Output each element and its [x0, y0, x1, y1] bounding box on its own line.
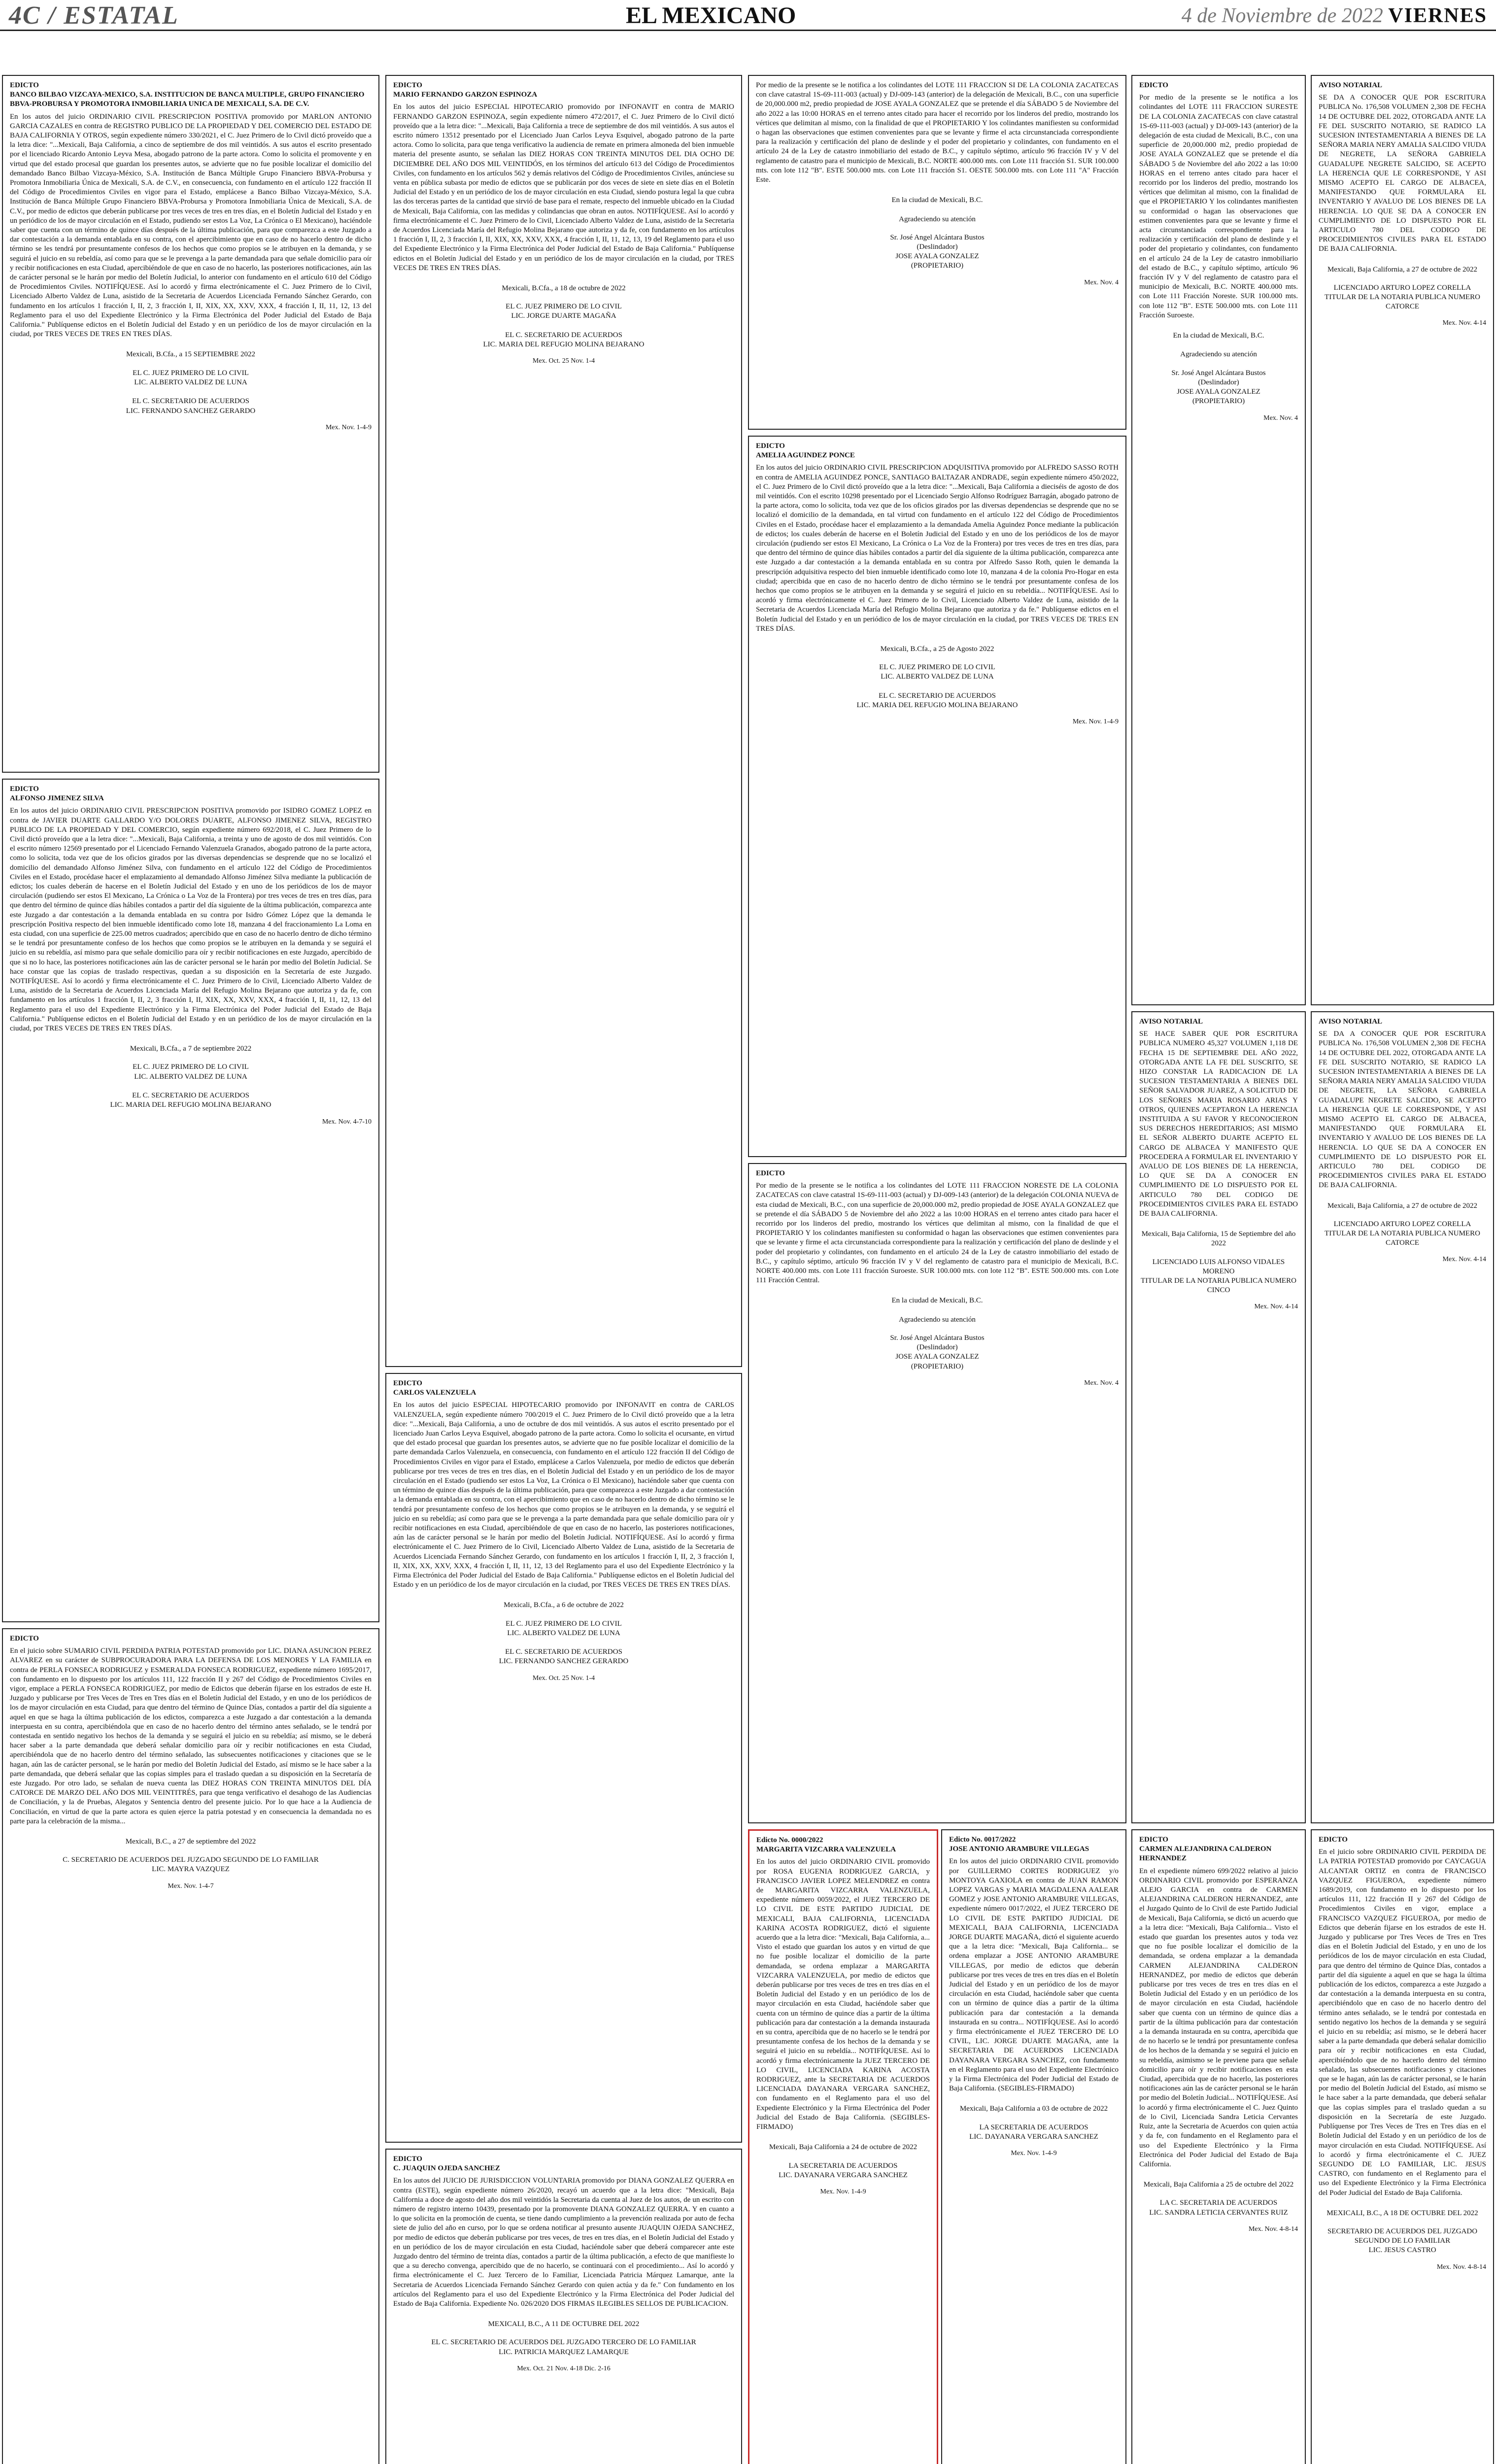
notice-title: EDICTO ALFONSO JIMENEZ SILVA	[10, 785, 104, 803]
notice-signatures: SECRETARIO DE ACUERDOS DEL JUZGADO SEGUNDO DE LO FAMILIAR LIC. JESUS CASTRO	[1327, 2227, 1478, 2255]
edicto-margarita-vizcarra	[748, 1829, 938, 2464]
notice-title: EDICTO BANCO BILBAO VIZCAYA-MEXICO, S.A. INSTITUCION DE BANCA MULTIPLE, GRUPO FINANCIERO BBVA-PROBURSA Y PROMOTORA INMOBILIARIA UNICA DE MEXICALI, S.A. DE C.V.	[10, 81, 365, 108]
notice-title: EDICTO C. JUAQUIN OJEDA SANCHEZ	[393, 2155, 500, 2173]
notice-title: AVISO NOTARIAL	[1139, 1018, 1203, 1026]
edicto-deslinde-lote-111-sureste	[1131, 75, 1306, 1005]
header-date	[1182, 4, 1487, 28]
notice-signatures: LA SECRETARIA DE ACUERDOS LIC. DAYANARA VERGARA SANCHEZ	[969, 2123, 1098, 2141]
notice-body: SE DA A CONOCER QUE POR ESCRITURA PUBLICA No. 176,508 VOLUMEN 2,308 DE FECHA 14 DE OCTUBRE DEL 2022, OTORGADA ANTE LA FE DEL SUSCRITO NOTARIO, SE RADICO LA SUCESION INTESTAMENTARIA A BIENES DE LA SEÑORA MARIA NERY AMALIA SALCIDO VIUDA DE NEGRETE, LA SEÑORA GABRIELA GUADALUPE NEGRETE SALCIDO, SE ACEPTO LA HERENCIA QUE LE CORRESPONDE, Y ASI MISMO ACEPTO EL CARGO DE ALBACEA, MANIFESTANDO QUE FORMULARA EL INVENTARIO Y AVALUO DE LOS BIENES DE LA HERENCIA. LO QUE SE DA A CONOCER EN CUMPLIMIENTO DE LO DISPUESTO POR EL ARTICULO 780 DEL CODIGO DE PROCEDIMIENTOS CIVILES PARA EL ESTADO DE BAJA CALIFORNIA.	[1319, 1030, 1488, 1190]
publication-code: Mex. Nov. 1-4-7	[168, 1882, 214, 1890]
notice-place-date: Mexicali, Baja California, 15 de Septiembre del año 2022	[1141, 1230, 1296, 1248]
notice-place-date: Mexicali, Baja California a 24 de octubre de 2022	[769, 2143, 918, 2152]
notice-signatures: C. SECRETARIO DE ACUERDOS DEL JUZGADO SEGUNDO DE LO FAMILIAR LIC. MAYRA VAZQUEZ	[63, 1856, 319, 1874]
notice-body: En el expediente número 699/2022 relativo al juicio ORDINARIO CIVIL promovido por ESPERANZA ALEJO GARCIA en contra de CARMEN ALEJANDRINA CALDERON HERNANDEZ, ante el Juzgado Quinto de lo Civil de este Partido Judicial de Mexicali, Baja California, se dictó un acuerdo que a la letra dice: "Mexicali, Baja California... Visto el estado que guardan los presentes autos y toda vez que no fue posible localizar el domicilio de la demandada, se ordena emplazar a la demandada CARMEN ALEJANDRINA CALDERON HERNANDEZ, por medio de edictos que deberán publicarse por tres veces de tres en tres días en el Boletín Judicial del Estado y en un periódico de los de mayor circulación en esta Ciudad, haciéndole saber que cuenta con un término de quince días a partir de la última publicación para dar contestación a la demanda instaurada en su contra, apercibida que de no hacerlo se le tendrá por presuntamente confesa de los hechos de la demanda y se seguirá el juicio en su rebeldía, asimismo se le previene para que señale domicilio para oír y recibir notificaciones en esta Ciudad, apercibida que de no hacerlo, las posteriores notificaciones aún las de carácter personal se le harán por medio del Boletín Judicial... NOTIFÍQUESE. Así lo acordó y firma electrónicamente el C. Juez Quinto de lo Civil, Licenciada Sandra Leticia Cervantes Ruiz, ante la Secretaria de Acuerdos con quien actúa y da fe, con fundamento en el Reglamento para el uso del Expediente Electrónico y la Firma Electrónica del Poder Judicial del Estado de Baja California.	[1139, 1867, 1300, 2168]
notice-place-date: Mexicali, Baja California a 25 de octubre del 2022	[1143, 2181, 1294, 2189]
publication-code: Mex. Nov. 4-8-14	[1248, 2225, 1298, 2233]
notice-body: Por medio de la presente se le notifica a los colindantes del LOTE 111 FRACCION SURESTE DE LA COLONIA ZACATECAS con clave catastral 1S-69-111-003 (actual) y DJ-009-143 (anterior) de la delegación de esta ciudad de Mexicali, B.C., con una superficie de 20,000.000 m2, predio propiedad de JOSE AYALA GONZALEZ que se pretende el día SÁBADO 5 de Noviembre del año 2022 a las 10:00 HORAS en el terreno antes citado para hacer el recorrido por los linderos del predio, mostrando los vértices que delimitan al mismo, con la finalidad de que el PROPIETARIO Y los colindantes manifiesten su conformidad o hagan las observaciones que estimen convenientes para que se levante y firme el acta circunstanciada correspondiente para la realización y certificación del plano de deslinde y el poder del propietario y colindantes, con fundamento en el artículo 24 de la Ley de catastro inmobiliario del estado de B.C., y capítulo séptimo, artículo 96 fracción IV y V del reglamento de catastro para el municipio de Mexicali, B.C. NORTE 400.000 mts. con Lote 111 Fracción Noreste. SUR 100.000 mts. con lote 112 "B". ESTE 500.000 mts. con Lote 111 Fracción Suroeste.	[1139, 94, 1300, 319]
notice-place-date: En la ciudad de Mexicali, B.C. Agradeciendo su atención	[891, 196, 983, 223]
publication-code: Mex. Nov. 4-14	[1442, 1256, 1486, 1264]
notice-title: EDICTO MARIO FERNANDO GARZON ESPINOZA	[393, 81, 538, 99]
publication-code: Mex. Nov. 1-4-9	[325, 423, 372, 431]
notice-signatures: LICENCIADO LUIS ALFONSO VIDALES MORENO TITULAR DE LA NOTARIA PUBLICA NUMERO CINCO	[1141, 1258, 1296, 1295]
publication-day: VIERNES	[1388, 4, 1487, 27]
notice-title: EDICTO CARMEN ALEJANDRINA CALDERON HERNANDEZ	[1139, 1836, 1272, 1863]
notice-place-date: Mexicali, B.Cfa., a 18 de octubre de 2022	[502, 284, 626, 293]
notice-place-date: MEXICALI, B.C., A 18 DE OCTUBRE DEL 2022	[1326, 2209, 1478, 2217]
notice-place-date: En la ciudad de Mexicali, B.C. Agradeciendo su atención	[1173, 332, 1264, 359]
edicto-francisco-vazquez	[1311, 1829, 1494, 2464]
notice-body: En el juicio sobre SUMARIO CIVIL PERDIDA PATRIA POTESTAD promovido por LIC. DIANA ASUNCION PEREZ ALVAREZ en su carácter de SUBPROCURADORA PARA LA DEFENSA DE LOS MENORES Y LA FAMILIA en contra de PERLA FONSECA RODRIGUEZ y ESMERALDA FONSECA RODRIGUEZ, expediente número 1695/2017, con fundamento en lo dispuesto por los artículos 111, 122 fracción II y 267 del Código de Procedimientos Civiles en vigor, emplace a PERLA FONSECA RODRIGUEZ, por medio de Edictos que deberán fijarse en los estrados de este H. Juzgado y publicarse por Tres Veces de Tres en Tres días en el Boletín Judicial del Estado, y en uno de los periódicos de los de mayor circulación en esta Ciudad, para que dentro del término de Quince Días, contados a partir del día siguiente a aquel en que se haga la última publicación de los edictos, comparezca a este Juzgado a dar contestación a la demanda interpuesta en su contra, apercibiéndola que en caso de no hacerlo dentro del término antes señalado, se le tendrá por contestada en sentido negativo los hechos de la demanda y se seguirá el juicio en su rebeldía; así mismo, se le deberá hacer saber a la parte demandada que deberá señalar domicilio para oír y recibir notificaciones en esta Ciudad, apercibiéndola que de no hacerlo dentro del término señalado, las subsecuentes notificaciones y citaciones que se le hagan, aún las de carácter personal, se le harán por medio del Boletín Judicial del Estado, así mismo se le hace saber a la parte demandada, que deberá señalar que las copias simples para el traslado quedan a su disposición en la Secretaría de este Juzgado. Por otro lado, se señalan de nueva cuenta las DIEZ HORAS CON TREINTA MINUTOS DEL DÍA CATORCE DE MARZO DEL AÑO DOS MIL VEINTITRÉS, para que tenga verificativo el desahogo de las Audiencias de Conciliación, y la de Pruebas, Alegatos y Sentencia dentro del presente juicio. Por lo que hace a la Audiencia de Conciliación, en virtud de que la parte actora es quien ejerce la patria potestad y en consecuencia la demandada no es parte para la celebración de la misma...	[10, 1647, 374, 1825]
notice-signatures: LA SECRETARIA DE ACUERDOS LIC. DAYANARA VERGARA SANCHEZ	[779, 2161, 908, 2179]
publication-code: Mex. Nov. 4-7-10	[322, 1118, 372, 1126]
publication-code: Mex. Nov. 1-4-9	[820, 2188, 866, 2195]
publication-code: Mex. Nov. 4	[1084, 1379, 1119, 1387]
aviso-notarial-5	[1131, 1011, 1306, 1823]
notice-title: EDICTO AMELIA AGUINDEZ PONCE	[756, 442, 855, 460]
notice-body: En los autos del juicio ESPECIAL HIPOTECARIO promovido por INFONAVIT en contra de CARLOS VALENZUELA, según expediente número 700/2019 el C. Juez Primero de lo Civil dictó proveído que a la letra dice: "...Mexicali, Baja California, a uno de octubre de dos mil veintidós. A sus autos el escrito presentado por el licenciado Juan Carlos Leyva Esquivel, abogado patrono de la parte actora. Como lo solicita el ocursante, en virtud que del estado procesal que guardan los presentes autos, se advierte que no fue posible localizar el domicilio de la parte demandada Carlos Valenzuela, en consecuencia, con fundamento en el artículo 122 fracción II del Código de Procedimientos Civiles en vigor para el Estado, emplácese a Carlos Valenzuela, por medio de edictos que deberán publicarse por tres veces de tres en tres días, en el Boletín Judicial del Estado y en un periódico de los de mayor circulación en el Estado (pudiendo ser estos La Voz, La Crónica o El Mexicano), haciéndole saber que cuenta con un término de quince días después de la última publicación, para que comparezca a este Juzgado a dar contestación a la demanda entablada en su contra, con el apercibimiento que en caso de no hacerlo dentro de dicho término se le tendrá por presuntamente confeso de los hechos que como propios se le atribuyen en la demanda, y se seguirá el juicio en su rebeldía; así como para que se le prevenga a la parte demandada para que señale domicilio para oír y recibir notificaciones en esta Ciudad, apercibiéndole de que en caso de no hacerlo, las posteriores notificaciones, aún las de carácter personal se le harán por medio del Boletín Judicial. NOTIFÍQUESE. Así lo acordó y firma electrónicamente el C. Juez Primero de lo Civil, Licenciado Alberto Valdez de Luna, asistido de la Secretaria de Acuerdos Licenciada Fernando Sánchez Gerardo, con fundamento en los artículos 1 fracción I, II, 2, 3 fracción I, II, XIX, XX, XXV, XXX, 4 fracción I, II, 11, 12, 13 del Reglamento para el uso del Expediente Electrónico y la Firma Electrónica del Poder Judicial del Estado de Baja California." Publíquense edictos en el Boletín Judicial del Estado y en un periódico de los de mayor circulación en la ciudad, por TRES VECES DE TRES EN TRES DÍAS.	[393, 1401, 736, 1589]
notice-title: EDICTO	[756, 1169, 785, 1177]
notice-signatures: LICENCIADO ARTURO LOPEZ CORELLA TITULAR DE LA NOTARIA PUBLICA NUMERO CATORCE	[1325, 1220, 1480, 1247]
publication-code: Mex. Oct. 21 Nov. 4-18 Dic. 2-16	[517, 2364, 611, 2372]
notice-body: En el juicio sobre ORDINARIO CIVIL PERDIDA DE LA PATRIA POTESTAD promovido por CAYCAGUA ALCANTAR ORTIZ en contra de FRANCISCO VAZQUEZ FIGUEROA, expediente número 1689/2019, con fundamento en lo dispuesto por los artículos 111, 122 fracción II y 267 del Código de Procedimientos Civiles en vigor, emplace a FRANCISCO VAZQUEZ FIGUEROA, por medio de Edictos que deberán fijarse en los estrados de este H. Juzgado y publicarse por Tres Veces de Tres en Tres días en el Boletín Judicial del Estado, y en uno de los periódicos de los de mayor circulación en esta Ciudad, para que dentro del término de Quince Días, contados a partir del día siguiente a aquel en que se haga la última publicación de los edictos, comparezca a este Juzgado a dar contestación a la demanda interpuesta en su contra, apercibiéndolo que en caso de no hacerlo dentro del término antes señalado, se le tendrá por contestada en sentido negativo los hechos de la demanda y se seguirá el juicio en su rebeldía; así mismo, se le deberá hacer saber a la parte demandada que deberá señalar domicilio para oír y recibir notificaciones en esta Ciudad, apercibiéndolo que de no hacerlo dentro del término señalado, las subsecuentes notificaciones y citaciones que se le hagan, aún las de carácter personal, se le harán por medio del Boletín Judicial del Estado, así mismo se le hace saber a la parte demandada, que deberá señalar que las copias simples para el traslado quedan a su disposición en la Secretaría de este Juzgado. Publíquense por Tres Veces de Tres en Tres días en el Boletín Judicial del Estado y en un periódico de los de mayor circulación en esta Ciudad. NOTIFÍQUESE. Así lo acordó y firma electrónicamente el C. JUEZ SEGUNDO DE LO FAMILIAR, LIC. JESUS CASTRO, con fundamento en el Reglamento para el uso del Expediente Electrónico y la Firma Electrónica del Poder Judicial del Estado de Baja California.	[1319, 1848, 1488, 2197]
notice-body: En los autos del juicio ESPECIAL HIPOTECARIO promovido por INFONAVIT en contra de MARIO FERNANDO GARZON ESPINOZA, según expediente número 472/2017, el C. Juez Primero de lo Civil dictó proveído que a la letra dice: "...Mexicali, Baja California a trece de septiembre de dos mil veintidós. A sus autos el escrito número 13512 presentado por el Licenciado Juan Carlos Leyva Esquivel, abogado patrono de la parte actora. Como lo solicita, para que tenga verificativo la audiencia de remate en primera almoneda del bien inmueble materia del presente asunto, se señalan las DIEZ HORAS CON TREINTA MINUTOS DEL DIA OCHO DE DICIEMBRE DEL AÑO DOS MIL VEINTIDÓS, en los términos del artículo 613 del Código de Procedimientos Civiles, con fundamento en los artículos 562 y demás relativos del Código de Procedimientos Civiles, anúnciese su venta en pública subasta por medio de edictos que se publicarán por dos veces de siete en siete días en el Boletín Judicial del Estado y en un periódico de los de mayor circulación en esta Ciudad, siendo postura legal la que cubra las dos terceras partes de la cantidad que sirvió de base para el remate, respecto del inmueble ubicado en la Ciudad de Mexicali, Baja California, con las medidas y colindancias que obran en autos. NOTIFÍQUESE. Así lo acordó y firma electrónicamente el C. Juez Primero de lo Civil, Licenciado Alberto Valdez de Luna, asistido de la Secretaria de Acuerdos Licenciada María del Refugio Molina Bejarano que autoriza y da fe, con fundamento en los artículos 1 fracción I, II, 2, 3 fracción I, II, XIX, XX, XXV, XXX, 4 fracción I, II, 11, 12, 13, 19 del Reglamento para el uso del Expediente Electrónico y la Firma Electrónica del Poder Judicial del Estado de Baja California." Publíquense edictos en el Boletín Judicial del Estado y en un periódico de los de mayor circulación en la ciudad, por TRES VECES DE TRES EN TRES DÍAS.	[393, 103, 736, 272]
notice-place-date: Mexicali, B.Cfa., a 6 de octubre de 2022	[504, 1601, 624, 1609]
notice-signatures: Sr. José Angel Alcántara Bustos (Deslindador) JOSE AYALA GONZALEZ (PROPIETARIO)	[1171, 369, 1266, 406]
publication-code: Mex. Nov. 4-8-14	[1436, 2263, 1486, 2271]
edicto-deslinde-lote-111-si	[748, 75, 1126, 430]
page-header	[0, 0, 1496, 31]
publication-code: Mex. Nov. 4	[1084, 278, 1119, 286]
notice-place-date: Mexicali, Baja California a 03 de octubre de 2022	[959, 2105, 1108, 2113]
notice-place-date: Mexicali, B.Cfa., a 15 SEPTIEMBRE 2022	[126, 350, 256, 359]
notice-place-date: Mexicali, B.Cfa., a 7 de septiembre 2022	[130, 1045, 252, 1053]
notice-body: SE DA A CONOCER QUE POR ESCRITURA PUBLICA No. 176,508 VOLUMEN 2,308 DE FECHA 14 DE OCTUBRE DEL 2022, OTORGADA ANTE LA FE DEL SUSCRITO NOTARIO, SE RADICO LA SUCESION INTESTAMENTARIA A BIENES DE LA SEÑORA MARIA NERY AMALIA SALCIDO VIUDA DE NEGRETE, LA SEÑORA GABRIELA GUADALUPE NEGRETE SALCIDO, SE ACEPTO LA HERENCIA QUE LE CORRESPONDE, Y ASI MISMO ACEPTO EL CARGO DE ALBACEA, MANIFESTANDO QUE FORMULARA EL INVENTARIO Y AVALUO DE LOS BIENES DE LA HERENCIA. LO QUE SE DA A CONOCER EN CUMPLIMIENTO DE LO DISPUESTO POR EL ARTICULO 780 DEL CODIGO DE PROCEDIMIENTOS CIVILES PARA EL ESTADO DE BAJA CALIFORNIA.	[1319, 94, 1488, 253]
publication-code: Mex. Nov. 1-4-9	[1072, 718, 1119, 726]
notice-body: En los autos del juicio ORDINARIO CIVIL PRESCRIPCION POSITIVA promovido por ISIDRO GOMEZ LOPEZ en contra de JAVIER DUARTE GALLARDO Y/O DOLORES DUARTE, ALFONSO JIMENEZ SILVA, REGISTRO PUBLICO DE LA PROPIEDAD Y DEL COMERCIO, según expediente número 692/2018, el C. Juez Primero de lo Civil dictó proveído que a la letra dice: "...Mexicali, Baja California, a treinta y uno de agosto de dos mil veintidós. Con el escrito número 12569 presentado por el Licenciado Fernando Valenzuela Granados, abogado patrono de la parte actora, como lo solicita, toda vez que de los oficios girados por las diversas dependencias se desprende que no se localizó el domicilio del demandado Alfonso Jiménez Silva, con fundamento en el artículo 122 del Código de Procedimientos Civiles en el Estado, procédase hacer el emplazamiento al demandado Alfonso Jiménez Silva mediante la publicación de edictos; los cuales deberán de hacerse en el Boletín Judicial del Estado y en uno de los periódicos de los de mayor circulación (pudiendo ser estos El Mexicano, La Crónica o La Voz de la Frontera) por tres veces de tres en tres días, para que dentro del término de quince días hábiles contados a partir del día siguiente de la última publicación, comparezca ante este Juzgado a dar contestación a la demanda entablada en su contra por Isidro Gómez López que la demanda le prescripción Positiva respecto del bien inmueble identificado como lote 18, manzana 4 del fraccionamiento La Loma en esta ciudad, con una superficie de 225.00 metros cuadrados; apercibido que en caso de no hacerlo dentro de dicho término se le tendrá por presuntamente confeso de los hechos que como propios se le atribuyen en la demanda y se seguirá el juicio en su rebeldía, así mismo para que señale domicilio para oír y recibir notificaciones en este Juzgado, apercibido de que si no lo hace, las posteriores notificaciones aún las de carácter personal se le harán por medio del Boletín Judicial. Se hace constar que las copias de traslado respectivas, quedan a su disposición en la Secretaría de este Juzgado. NOTIFÍQUESE. Así lo acordó y firma electrónicamente el C. Juez Primero de lo Civil, Licenciado Alberto Valdez de Luna, asistido de la Secretaria de Acuerdos Licenciada María del Refugio Molina Bejarano que autoriza y da fe, con fundamento en los artículos 1 fracción I, II, 2, 3 fracción I, II, XIX, XX, XXV, XXX, 4 fracción I, II, 11, 12, 13 del Reglamento para el uso del Expediente Electrónico y la Firma Electrónica del Poder Judicial del Estado de Baja California." Publíquense edictos en el Boletín Judicial del Estado y en un periódico de los de mayor circulación en la ciudad, por TRES VECES DE TRES EN TRES DÍAS.	[10, 807, 374, 1033]
notice-signatures: EL C. JUEZ PRIMERO DE LO CIVIL LIC. ALBERTO VALDEZ DE LUNA EL C. SECRETARIO DE ACUERDOS LIC. FERNANDO SANCHEZ GERARDO	[499, 1619, 629, 1666]
notice-place-date: Mexicali, B.C., a 27 de septiembre del 2022	[125, 1838, 256, 1846]
publication-code: Mex. Oct. 25 Nov. 1-4	[532, 357, 595, 365]
section-title: 4C / ESTATAL	[9, 1, 179, 30]
publication-code: Mex. Oct. 25 Nov. 1-4	[532, 1674, 595, 1682]
notice-body: SE HACE SABER QUE POR ESCRITURA PUBLICA NUMERO 45,327 VOLUMEN 1,118 DE FECHA 15 DE SEPTIEMBRE DEL AÑO 2022, OTORGADA ANTE LA FE DEL SUSCRITO, SE HIZO CONSTAR LA RADICACION DE LA SUCESION TESTAMENTARIA A BIENES DEL SEÑOR SALVADOR JUAREZ, A SOLICITUD DE LOS SEÑORES MARIA ROSARIO ARIAS Y OTROS, QUIENES ACEPTARON LA HERENCIA INSTITUIDA A SU FAVOR Y RECONOCIERON SUS DERECHOS HEREDITARIOS; ASI MISMO EL SEÑOR ALBERTO DUARTE ACEPTO EL CARGO DE ALBACEA Y MANIFESTO QUE PROCEDERA A FORMULAR EL INVENTARIO Y AVALUO DE LOS BIENES DE LA HERENCIA, LO QUE SE DA A CONOCER EN CUMPLIMIENTO DE LO DISPUESTO POR EL ARTICULO 780 DEL CODIGO DE PROCEDIMIENTOS CIVILES PARA EL ESTADO DE BAJA CALIFORNIA.	[1139, 1030, 1300, 1218]
edicto-mario-garzon	[385, 75, 742, 1367]
edicto-jose-aramburo	[941, 1829, 1126, 2464]
notice-title: AVISO NOTARIAL	[1319, 1018, 1383, 1026]
aviso-notarial-14	[1311, 75, 1494, 1005]
notice-signatures: EL C. JUEZ PRIMERO DE LO CIVIL LIC. ALBERTO VALDEZ DE LUNA EL C. SECRETARIO DE ACUERDOS LIC. MARIA DEL REFUGIO MOLINA BEJARANO	[110, 1063, 272, 1109]
notice-place-date: Mexicali, B.Cfa., a 25 de Agosto 2022	[880, 645, 994, 653]
notice-signatures: EL C. JUEZ PRIMERO DE LO CIVIL LIC. ALBERTO VALDEZ DE LUNA EL C. SECRETARIO DE ACUERDOS LIC. MARIA DEL REFUGIO MOLINA BEJARANO	[856, 663, 1018, 710]
notice-place-date: En la ciudad de Mexicali, B.C. Agradeciendo su atención	[891, 1297, 983, 1324]
edicto-deslinde-lote-111-noreste	[748, 1163, 1126, 1823]
edicto-amelia-aguindez	[748, 436, 1126, 1157]
notice-title: AVISO NOTARIAL	[1319, 81, 1383, 89]
notice-title: EDICTO	[1139, 81, 1168, 89]
edicto-juaquin-ojeda	[385, 2149, 742, 2464]
notice-signatures: LA C. SECRETARIA DE ACUERDOS LIC. SANDRA LETICIA CERVANTES RUIZ	[1149, 2199, 1288, 2217]
publication-code: Mex. Nov. 4-14	[1254, 1303, 1298, 1311]
edicto-alfonso-jimenez	[2, 779, 379, 1622]
edicto-banco-bilbao	[2, 75, 379, 773]
publication-code: Mex. Nov. 4-14	[1442, 319, 1486, 327]
newspaper-name: EL MEXICANO	[626, 2, 796, 29]
notice-body: En los autos del juicio ORDINARIO CIVIL promovido por ROSA EUGENIA RODRIGUEZ GARCIA, y FRANCISCO JAVIER LOPEZ MELENDREZ en contra de MARGARITA VIZCARRA VALENZUELA, expediente número 0059/2022, el JUEZ TERCERO DE LO CIVIL DE ESTE PARTIDO JUDICIAL DE MEXICALI, BAJA CALIFORNIA, LICENCIADA KARINA ACOSTA RODRIGUEZ, dictó el siguiente acuerdo que a la letra dice: "Mexicali, Baja California, a... Visto el estado que guardan los autos y en virtud de que no fue posible localizar el domicilio de la parte demandada, se ordena emplazar a MARGARITA VIZCARRA VALENZUELA, por medio de edictos que deberán publicarse por tres veces de tres en tres días en el Boletín Judicial del Estado y en un periódico de los de mayor circulación en esta Ciudad, haciéndole saber que cuenta con un término de quince días a partir de la última publicación para dar contestación a la demanda instaurada en su contra, apercibida que de no hacerlo se le tendrá por presuntamente confesa de los hechos de la demanda y se seguirá el juicio en su rebeldía... NOTIFÍQUESE. Así lo acordó y firma electrónicamente la JUEZ TERCERO DE LO CIVIL, LICENCIADA KARINA ACOSTA RODRIGUEZ, ante la SECRETARIA DE ACUERDOS LICENCIADA DAYANARA VERGARA SANCHEZ, con fundamento en el Reglamento para el uso del Expediente Electrónico y la Firma Electrónica del Poder Judicial del Estado de Baja California. (SEGIBLES-FIRMADO)	[756, 1858, 932, 2131]
notice-signatures: Sr. José Angel Alcántara Bustos (Deslindador) JOSE AYALA GONZALEZ (PROPIETARIO)	[890, 1334, 985, 1370]
edicto-carlos-valenzuela	[385, 1373, 742, 2143]
publication-code: Mex. Nov. 1-4-9	[1011, 2150, 1057, 2157]
notice-signatures: EL C. SECRETARIO DE ACUERDOS DEL JUZGADO TERCERO DE LO FAMILIAR LIC. PATRICIA MARQUEZ LAMARQUE	[431, 2338, 696, 2356]
publication-date: 4 de Noviembre de 2022	[1181, 4, 1383, 27]
notice-signatures: EL C. JUEZ PRIMERO DE LO CIVIL LIC. JORGE DUARTE MAGAÑA EL C. SECRETARIO DE ACUERDOS LIC. MARIA DEL REFUGIO MOLINA BEJARANO	[483, 303, 645, 349]
notice-title: Edicto No. 0000/2022 MARGARITA VIZCARRA VALENZUELA	[756, 1836, 896, 1854]
notice-title: EDICTO CARLOS VALENZUELA	[393, 1379, 476, 1397]
publication-code: Mex. Nov. 4	[1263, 414, 1298, 422]
notice-place-date: MEXICALI, B.C., A 11 DE OCTUBRE DEL 2022	[488, 2320, 640, 2328]
notice-signatures: LICENCIADO ARTURO LOPEZ CORELLA TITULAR DE LA NOTARIA PUBLICA NUMERO CATORCE	[1325, 283, 1480, 311]
notice-body: Por medio de la presente se le notifica a los colindantes del LOTE 111 FRACCION NORESTE DE LA COLONIA ZACATECAS con clave catastral 1S-69-111-003 (actual) y DJ-009-143 (anterior) de la delegación COLONIA NUEVA de esta ciudad de Mexicali, B.C., con una superficie de 20,000.000 m2, predio propiedad de JOSE AYALA GONZALEZ que se pretende el día SÁBADO 5 de Noviembre del año 2022 a las 10:00 HORAS en el terreno antes citado para hacer el recorrido por los linderos del predio, mostrando los vértices que delimitan al mismo, con la finalidad de que el PROPIETARIO Y los colindantes manifiesten su conformidad o hagan las observaciones que estimen convenientes para que se levante y firme el acta circunstanciada correspondiente para la realización y certificación del plano de deslinde y el poder del propietario y colindantes, con fundamento en el artículo 24 de la Ley de catastro inmobiliario del estado de B.C., y capítulo séptimo, artículo 96 fracción IV y V del reglamento de catastro para el municipio de Mexicali, B.C. NORTE 400.000 mts. con Lote 111 fracción Suroeste. SUR 100.000 mts. con lote 112 "B". ESTE 500.000 mts. con Lote 111 Fracción Central.	[756, 1182, 1121, 1285]
edicto-patria-potestad	[2, 1628, 379, 2464]
notice-title: EDICTO	[1319, 1836, 1348, 1844]
notice-body: En los autos del juicio ORDINARIO CIVIL PRESCRIPCION ADQUISITIVA promovido por ALFREDO SASSO ROTH en contra de AMELIA AGUINDEZ PONCE, SANTIAGO BALTAZAR ANDRADE, según expediente número 450/2022, el C. Juez Primero de lo Civil dictó proveído que a la letra dice: "...Mexicali, Baja California a dieciséis de agosto de dos mil veintidós. Con el escrito 10298 presentado por el Licenciado Sergio Alfonso Rodríguez Barragán, abogado patrono de la parte actora, como lo solicita, toda vez que de los oficios girados por las diversas dependencias se desprende que no se localizó el domicilio de la demandada, en tal virtud con fundamento en el artículo 122 del Código de Procedimientos Civiles en el Estado, procédase hacer el emplazamiento a la demandada Amelia Aguindez Ponce mediante la publicación de edictos; los cuales deberán de hacerse en el Boletín Judicial del Estado y en uno de los periódicos de los de mayor circulación (pudiendo ser estos El Mexicano, La Crónica o La Voz de la Frontera) por tres veces de tres en tres días, para que dentro del término de quince días hábiles contados a partir del día siguiente de la última publicación, comparezca ante este Juzgado a dar contestación a la demanda entablada en su contra por Alfredo Sasso Roth, quien le demanda la prescripción adquisitiva respecto del bien inmueble identificado como lote 10, manzana 4 de la colonia Pro-Hogar en esta ciudad; apercibida que en caso de no hacerlo dentro de dicho término se le tendrá por presuntamente confesa de los hechos que como propios se le atribuyen en la demanda y se seguirá el juicio en su rebeldía... NOTIFÍQUESE. Así lo acordó y firma electrónicamente el C. Juez Primero de lo Civil, Licenciado Alberto Valdez de Luna, asistido de la Secretaria de Acuerdos Licenciada María del Refugio Molina Bejarano que autoriza y da fe." Publíquense edictos en el Boletín Judicial del Estado y en un periódico de los de mayor circulación en la ciudad, por TRES VECES DE TRES EN TRES DÍAS.	[756, 464, 1121, 633]
notice-title: Edicto No. 0017/2022 JOSE ANTONIO ARAMBURE VILLEGAS	[949, 1836, 1089, 1853]
notice-body: En los autos del JUICIO DE JURISDICCION VOLUNTARIA promovido por DIANA GONZALEZ QUERRA en contra (ESTE), según expediente número 26/2020, recayó un acuerdo que a la letra dice: "Mexicali, Baja California a doce de agosto del año dos mil veintidós la Secretaria da cuenta al Juez de los autos, de un escrito con número de registro interno 10439, presentado por la promovente DIANA GONZALEZ QUERRA. Y en cuanto a lo que solicita en la promoción de cuenta, se tiene dando cumplimiento a la prevención realizada por auto de fecha siete de julio del año en curso, por lo que se ordena notificar al presunto ausente JUAQUIN OJEDA SANCHEZ, por medio de edictos que deberán publicarse por tres veces, de tres en tres días, en el Boletín Judicial del Estado y en un periódico de los de mayor circulación en esta Ciudad, haciéndole saber que deberá comparecer ante este Juzgado dentro del término de treinta días, contados a partir de la última publicación, a efecto de que manifieste lo que a su derecho convenga, apercibido que de no hacerlo, se continuará con el procedimiento... Así lo acordó y firma electrónicamente el C. Juez Tercero de lo Familiar, Licenciada Patricia Márquez Lamarque, ante la Secretaria de Acuerdos Licenciada Fernando Sánchez Gerardo con quien actúa y da fe." Con fundamento en los artículos del Reglamento para el uso del Expediente Electrónico y la Firma Electrónica del Poder Judicial del Estado de Baja California. Expediente No. 026/2020 DOS FIRMAS ILEGIBLES SELLOS DE PUBLICACION.	[393, 2177, 736, 2308]
notice-place-date: Mexicali, Baja California, a 27 de octubre de 2022	[1327, 1201, 1478, 1210]
notice-body: En los autos del juicio ORDINARIO CIVIL PRESCRIPCION POSITIVA promovido por MARLON ANTONIO GARCIA CAZALES en contra de REGISTRO PUBLICO DE LA PROPIEDAD Y DEL COMERCIO DEL ESTADO DE BAJA CALIFORNIA Y OTROS, según expediente número 330/2021, el C. Juez Primero de lo Civil dictó proveído que a la letra dice: "...Mexicali, Baja California, a cinco de septiembre de dos mil veintidós. A sus autos el escrito presentado por el licenciado Ricardo Antonio Leyva Mesa, abogado patrono de la parte actora. Como lo solicita el promovente y en virtud que del estado procesal que guardan los presentes autos, se advierte que no fue posible localizar el domicilio del demandado Banco Bilbao Vizcaya-México, S.A. Institución de Banca Múltiple Grupo Financiero BBVA-Probursa y Promotora Inmobiliaria Única de Mexicali, S.A. de C.V., en consecuencia, con fundamento en el artículo 122 fracción II del Código de Procedimientos Civiles en vigor para el Estado, emplácese a Banco Bilbao Vizcaya-México, S.A. Institución de Banca Múltiple Grupo Financiero BBVA-Probursa y Promotora Inmobiliaria Única de Mexicali, S.A. de C.V., por medio de edictos que deberán publicarse por tres veces de tres en tres días, en el Boletín Judicial del Estado y en un periódico de los de mayor circulación en el Estado, pudiendo ser estos La Voz, La Crónica o El Mexicano), haciéndole saber que cuenta con un término de quince días después de la última publicación, para que comparezca a este Juzgado a dar contestación a la demanda entablada en su contra, con el apercibimiento que en caso de no hacerlo dentro de dicho término se les tendrá por presuntamente confesos de los hechos que como propios se le atribuyen en la demanda, y se seguirá el juicio en su rebeldía, así como para que se le prevenga a la parte demandada para que señale domicilio para oír y recibir notificaciones en esta Ciudad, apercibiéndole de que en caso de no hacerlo, las posteriores notificaciones, aún las de carácter personal se le harán por medio del Boletín Judicial, lo anterior con fundamento en el artículo 610 del Código de Procedimientos Civiles. NOTIFÍQUESE. Así lo acordó y firma electrónicamente el C. Juez Primero de lo Civil, Licenciado Alberto Valdez de Luna, asistido de la Secretaria de Acuerdos Licenciada Fernando Sánchez Gerardo, con fundamento en los artículos 1 fracción I, II, 2, 3 fracción I, II, XIX, XX, XXV, XXX, 4 fracción I, II, 11, 12, 13 del Reglamento para el uso del Expediente Electrónico y la Firma Electrónica del Poder Judicial del Estado de Baja California." Publíquense edictos en el Boletín Judicial del Estado y en un periódico de los de mayor circulación en la ciudad, por TRES VECES DE TRES EN TRES DÍAS.	[10, 112, 374, 339]
notice-body: Por medio de la presente se le notifica a los colindantes del LOTE 111 FRACCION SI DE LA COLONIA ZACATECAS con clave catastral 1S-69-111-003 (actual) y DJ-009-143 (anterior) de la delegación de Mexicali, B.C., con una superficie de 20,000.000 m2, predio propiedad de JOSE AYALA GONZALEZ que se pretende el día SÁBADO 5 de Noviembre del año 2022 a las 10:00 HORAS en el terreno antes citado para hacer el recorrido por los linderos del predio, mostrando los vértices que delimitan al mismo, con la finalidad de que el PROPIETARIO Y los colindantes manifiesten su conformidad o hagan las observaciones que estimen convenientes para que se levante y firme el acta circunstanciada correspondiente para la realización y certificación del plano de deslinde y el poder del propietario y colindantes, con fundamento en el artículo 24 de la Ley de catastro inmobiliario del estado de B.C., y capítulo séptimo, artículo 96 fracción IV y V del reglamento de catastro para el municipio de Mexicali, B.C. NORTE 400.000 mts. con Lote 111 fracción S1. SUR 100.000 mts. con lote 112 "B". ESTE 500.000 mts. con Lote 111 fracción S1. OESTE 500.000 mts. con Lote 111 "A" Fracción Este.	[756, 81, 1121, 184]
notice-signatures: EL C. JUEZ PRIMERO DE LO CIVIL LIC. ALBERTO VALDEZ DE LUNA EL C. SECRETARIO DE ACUERDOS LIC. FERNANDO SANCHEZ GERARDO	[126, 369, 256, 415]
aviso-notarial-14-second	[1311, 1011, 1494, 1823]
notice-place-date: Mexicali, Baja California, a 27 de octubre de 2022	[1327, 265, 1478, 274]
notice-body: En los autos del juicio ORDINARIO CIVIL promovido por GUILLERMO CORTES RODRIGUEZ y/o MONTOYA GAXIOLA en contra de JUAN RAMON LOPEZ VARGAS y MARIA MAGDALENA AALEAR GOMEZ y JOSE ANTONIO ARAMBURE VILLEGAS, expediente número 0017/2022, el JUEZ TERCERO DE LO CIVIL DE ESTE PARTIDO JUDICIAL DE MEXICALI, BAJA CALIFORNIA, LICENCIADA JORGE DUARTE MAGAÑA, dictó el siguiente acuerdo que a la letra dice: "Mexicali, Baja California... se ordena emplazar a JOSE ANTONIO ARAMBURE VILLEGAS, por medio de edictos que deberán publicarse por tres veces de tres en tres días en el Boletín Judicial del Estado y en un periódico de los de mayor circulación en esta Ciudad, haciéndole saber que cuenta con un término de quince días a partir de la última publicación para dar contestación a la demanda instaurada en su contra... NOTIFÍQUESE. Así lo acordó y firma electrónicamente el JUEZ TERCERO DE LO CIVIL, LIC. JORGE DUARTE MAGAÑA, ante la SECRETARIA DE ACUERDOS LICENCIADA DAYANARA VERGARA SANCHEZ, con fundamento en el Reglamento para el uso del Expediente Electrónico y la Firma Electrónica del Poder Judicial del Estado de Baja California. (SEGIBLES-FIRMADO)	[949, 1857, 1121, 2093]
notice-signatures: Sr. José Angel Alcántara Bustos (Deslindador) JOSE AYALA GONZALEZ (PROPIETARIO)	[890, 233, 985, 270]
edicto-carmen-calderon	[1131, 1829, 1306, 2464]
notice-title: EDICTO	[10, 1635, 39, 1643]
